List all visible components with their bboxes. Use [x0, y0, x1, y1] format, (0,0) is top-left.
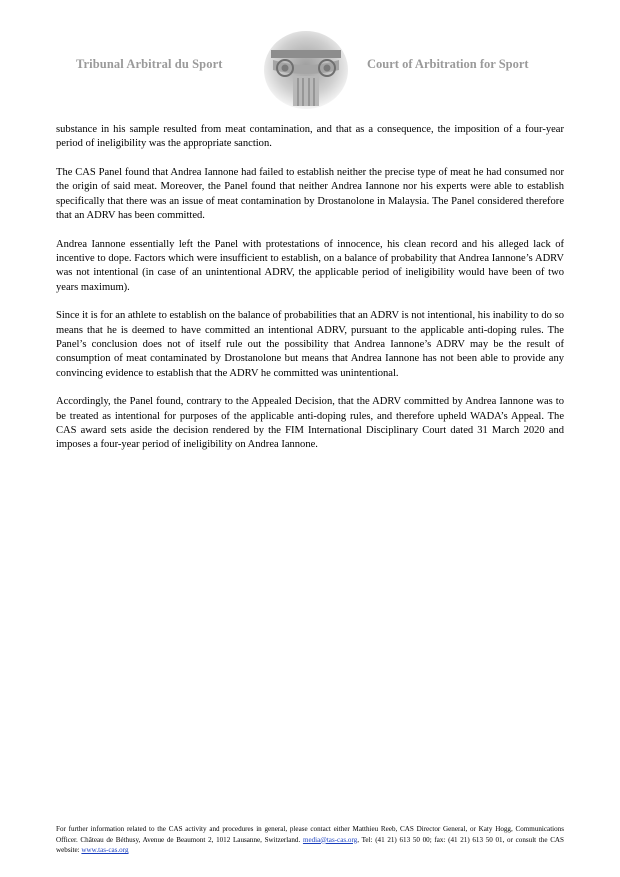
press-release-body — [56, 123, 564, 467]
email-link[interactable]: media@tas-cas.org — [302, 835, 358, 844]
website-link[interactable]: www.tas-cas.org — [81, 846, 129, 855]
paragraph: Accordingly, the Panel found, contrary to the Appealed Decision, that the ADRV committed by Andrea Iannone was to be treated as intentional for purposes of the applicable anti-doping rules, and therefore upheld WADA’s Appeal. The CAS award sets aside the decision rendered by the FIM International Disciplinary Court dated 31 March 2020 and imposes a four-year period of ineligibility on Andrea Iannone. — [56, 396, 564, 451]
cas-column-capital-logo-icon — [263, 30, 349, 110]
tribunal-title-french: Tribunal Arbitral du Sport — [76, 57, 223, 71]
letterhead — [0, 0, 620, 110]
tribunal-title-english: Court of Arbitration for Sport — [367, 57, 529, 71]
footer-text: For further information related to the CAS activity and procedures in general, please contact either Matthieu Reeb, CAS Director General, or Katy Hogg, Communications Officer. Château de Béthusy, Avenue de Beaumont 2, 1012 Lausanne, Switzerland. — [56, 825, 564, 844]
paragraph: substance in his sample resulted from meat contamination, and that as a consequence, the imposition of a four-year period of ineligibility was the appropriate sanction. — [56, 124, 564, 150]
paragraph: Since it is for an athlete to establish on the balance of probabilities that an ADRV is not intentional, his inability to do so means that he is deemed to have committed an intentional ADRV, pursuant to the applicable anti-doping rules. The Panel’s conclusion does not of itself rule out the possibility that Andrea Iannone’s ADRV may be the result of consumption of meat contaminated by Drostanolone but means that Andrea Iannone has not been able to provide any convincing evidence to establish that the ADRV he committed was unintentional. — [56, 310, 564, 379]
footer-text-contact: , Tel: (41 21) 613 50 00; fax: (41 21) 613 50 01, or consult the CAS website: — [56, 835, 564, 855]
contact-footer — [56, 824, 564, 856]
paragraph: Andrea Iannone essentially left the Panel with protestations of innocence, his clean record and his alleged lack of incentive to dope. Factors which were insufficient to establish, on a balance of probability that Andrea Iannone’s ADRV was not intentional (in case of an unintentional ADRV, the applicable period of ineligibility would have been of two years maximum). — [56, 238, 564, 293]
paragraph: The CAS Panel found that Andrea Iannone had failed to establish neither the precise type of meat he had consumed nor the origin of said meat. Moreover, the Panel found that neither Andrea Iannone nor his experts were able to establish specifically that there was an issue of meat contamination by Drostanolone in Malaysia. The Panel considered therefore that an ADRV has been committed. — [56, 167, 564, 221]
